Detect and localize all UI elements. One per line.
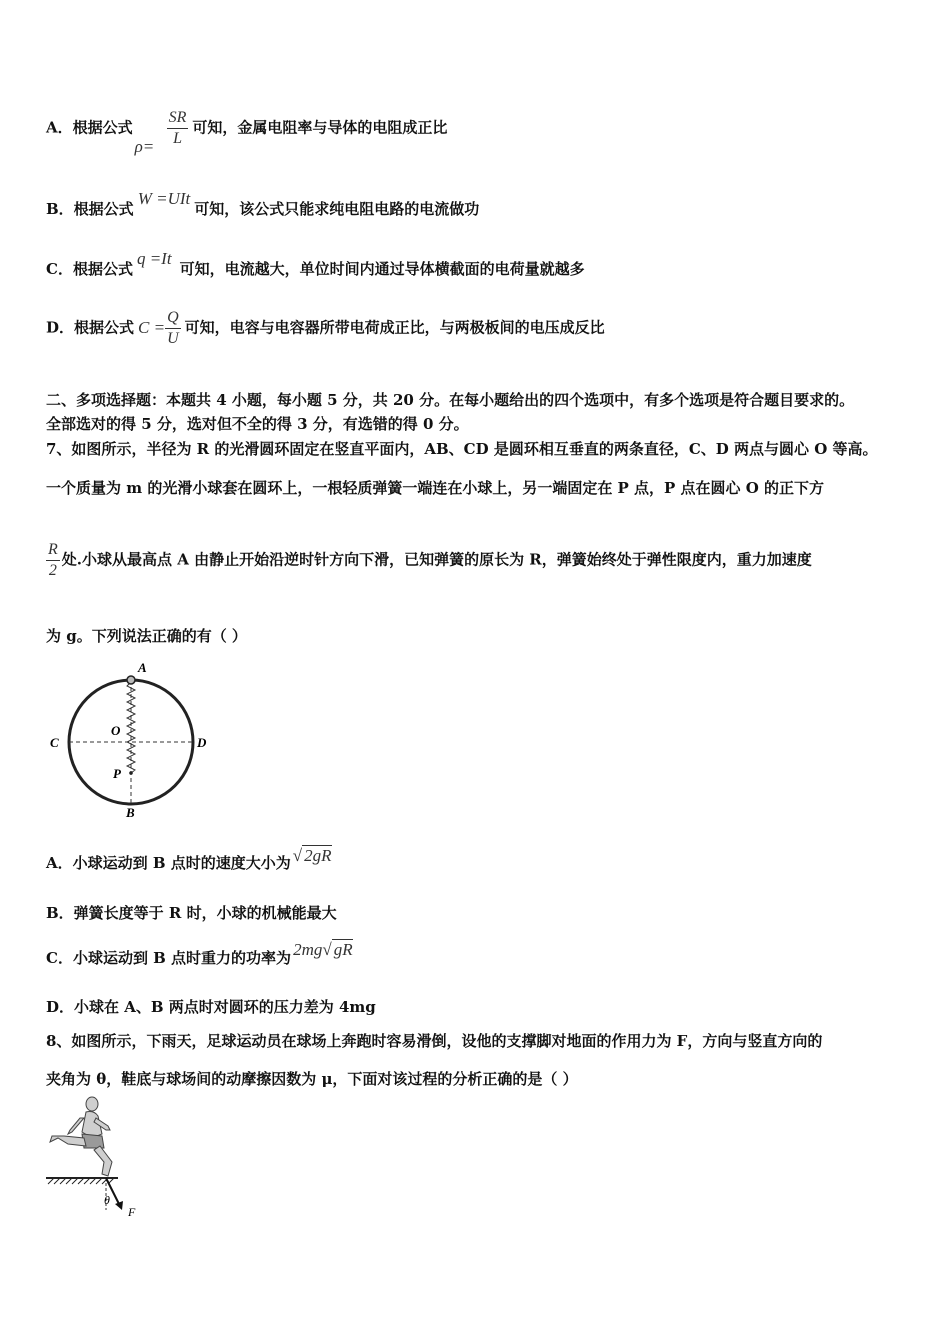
q7-stem-line3: $\frac{R}{2}$ 处.小球从最高点 A 由静止开始沿逆时针方向下滑，已知弹簧的原长为 R，弹簧始终处于弹性限度内，重力加速度 <box>48 541 812 579</box>
label-b: B <box>126 805 135 820</box>
q8-stem-line2: 夹角为 θ，鞋底与球场间的动摩擦因数为 μ，下面对该过程的分析正确的是（ ） <box>46 1070 578 1088</box>
q7-stem-line4: 为 g。下列说法正确的有（ ） <box>46 627 247 645</box>
q8-runner-figure <box>42 1092 152 1222</box>
option-6d: D．根据公式 C = $\frac{Q}{U}$ 可知，电容与电容器所带电荷成正比，与两极板间的电压成反比 <box>46 309 605 347</box>
q7-stem-line1: 7、如图所示，半径为 R 的光滑圆环固定在竖直平面内，AB、CD 是圆环相互垂直的两条直径，C、D 两点与圆心 O 等高。 <box>46 440 878 458</box>
option-7b: B．弹簧长度等于 R 时，小球的机械能最大 <box>46 904 337 922</box>
label-theta: θ <box>104 1193 110 1207</box>
section-instruction: 全部选对的得 5 分，选对但不全的得 3 分，有选错的得 0 分。 <box>46 415 469 433</box>
option-7d: D．小球在 A、B 两点时对圆环的压力差为 4mg <box>46 998 376 1016</box>
option-6c: C．根据公式q =It可知，电流越大，单位时间内通过导体横截面的电荷量就越多 <box>46 249 585 278</box>
q8-stem-line1: 8、如图所示，下雨天，足球运动员在球场上奔跑时容易滑倒，设他的支撑脚对地面的作用力为 F，方向与竖直方向的 <box>46 1032 823 1050</box>
label-f: F <box>128 1205 136 1219</box>
label-o: O <box>111 723 121 738</box>
label-c: C <box>50 735 59 750</box>
label-p: P <box>113 766 121 781</box>
option-6a: A．根据公式 ρ= $\frac{SR}{L}$ 可知，金属电阻率与导体的电阻成正比 <box>46 109 448 156</box>
ball <box>127 676 135 684</box>
label-a: A <box>138 660 147 675</box>
option-6b: B．根据公式W =UIt可知，该公式只能求纯电阻电路的电流做功 <box>46 189 480 218</box>
q7-stem-line2: 一个质量为 m 的光滑小球套在圆环上，一根轻质弹簧一端连在小球上，另一端固定在 P 点，P 点在圆心 O 的正下方 <box>46 479 825 497</box>
runner-illustration <box>50 1097 112 1176</box>
q7-circle-figure <box>44 660 224 820</box>
point-p <box>129 771 133 775</box>
label-d: D <box>197 735 207 750</box>
option-7c: C．小球运动到 B 点时重力的功率为 2mg√ gR <box>46 940 353 967</box>
option-7a: A．小球运动到 B 点时的速度大小为 √ 2gR <box>46 846 332 872</box>
section-heading: 二、多项选择题：本题共 4 小题，每小题 5 分，共 20 分。在每小题给出的四个选项中，有多个选项是符合题目要求的。 <box>46 391 855 409</box>
